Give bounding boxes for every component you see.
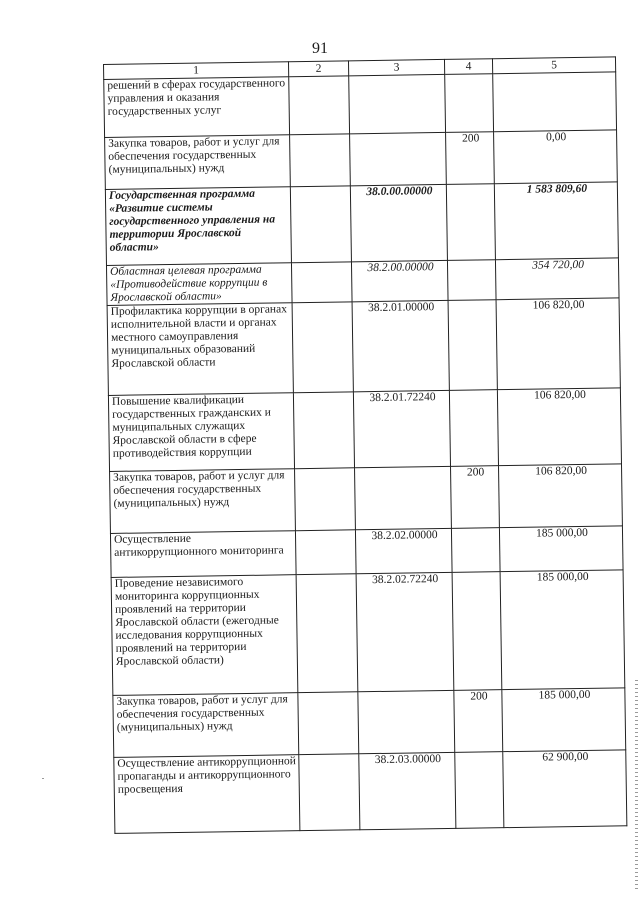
cell-code — [358, 690, 455, 753]
cell-type: 200 — [451, 466, 500, 529]
cell-code: 38.0.00.00000 — [350, 184, 447, 261]
cell-name: решений в сферах государственного управления и оказания государственных услуг — [104, 77, 290, 138]
cell-amount: 185 000,00 — [500, 570, 625, 690]
cell-admin — [295, 530, 356, 575]
cell-admin — [290, 186, 351, 263]
cell-code — [350, 132, 447, 185]
cell-name: Осуществление антикоррупционного мониторинга — [110, 531, 296, 578]
column-header-4: 4 — [444, 59, 492, 75]
cell-name: Повышение квалификации государственных гражданских и муниципальных служащих Ярославской области в сфере противодействия коррупции — [108, 393, 294, 472]
cell-code: 38.2.03.00000 — [359, 752, 456, 829]
cell-amount: 1 583 809,60 — [494, 182, 618, 260]
cell-name: Проведение независимого мониторинга коррупционных проявлений на территории Ярославской области (ежегодные исследования коррупционных проявлений на территории Ярославской области) — [111, 575, 298, 696]
table-row — [114, 750, 627, 834]
cell-admin — [299, 754, 360, 831]
table-row — [105, 182, 618, 266]
budget-table-sheet — [103, 56, 626, 834]
scan-speck — [42, 778, 44, 779]
cell-name: Областная целевая программа «Противодействие коррупции в Ярославской области» — [106, 263, 292, 306]
budget-table — [103, 56, 627, 834]
cell-amount: 185 000,00 — [502, 688, 626, 752]
table-row — [105, 130, 618, 190]
cell-type — [455, 752, 504, 829]
table-row — [110, 464, 623, 534]
cell-admin — [291, 262, 352, 303]
column-header-3: 3 — [348, 59, 444, 75]
scan-edge-marks — [635, 680, 638, 890]
cell-name: Осуществление антикоррупционной пропаганды и антикоррупционного просвещения — [114, 755, 300, 834]
cell-type: 200 — [446, 132, 495, 185]
table-row — [111, 570, 625, 696]
cell-type — [446, 184, 495, 261]
column-header-1: 1 — [104, 62, 289, 80]
table-row — [113, 688, 626, 758]
cell-name: Государственная программа «Развитие системы государственного управления на территории Ярославской области» — [105, 187, 291, 266]
cell-code: 38.2.02.00000 — [355, 528, 452, 573]
table-row — [107, 298, 620, 396]
cell-name: Закупка товаров, работ и услуг для обеспечения государственных (муниципальных) нужд — [110, 469, 296, 534]
cell-admin — [289, 76, 350, 135]
page-number: 91 — [312, 40, 328, 57]
cell-name: Профилактика коррупции в органах исполнительной власти и органах местного самоуправления муниципальных образований Ярославской области — [107, 303, 293, 396]
cell-type: 200 — [454, 690, 503, 753]
cell-amount: 185 000,00 — [499, 526, 623, 572]
cell-amount: 354 720,00 — [495, 258, 619, 300]
cell-code: 38.2.01.00000 — [352, 300, 449, 391]
column-header-2: 2 — [288, 61, 348, 77]
cell-name: Закупка товаров, работ и услуг для обеспечения государственных (муниципальных) нужд — [113, 693, 299, 758]
cell-code: 38.2.02.72240 — [356, 572, 454, 691]
column-header-5: 5 — [492, 57, 615, 74]
cell-code — [349, 74, 446, 133]
cell-type — [452, 572, 502, 691]
cell-code: 38.2.00.00000 — [351, 260, 448, 301]
cell-type — [449, 390, 498, 467]
cell-name: Закупка товаров, работ и услуг для обеспечения государственных (муниципальных) нужд — [105, 135, 291, 190]
cell-amount: 62 900,00 — [503, 750, 627, 828]
table-row — [108, 388, 621, 472]
cell-admin — [290, 134, 351, 187]
cell-admin — [292, 302, 353, 393]
cell-amount: 0,00 — [494, 130, 618, 184]
cell-code — [355, 466, 452, 529]
cell-amount — [493, 72, 617, 132]
table-row — [110, 526, 623, 578]
cell-type — [445, 74, 494, 133]
cell-type — [451, 528, 500, 573]
table-body — [104, 72, 627, 834]
cell-type — [447, 260, 496, 301]
cell-admin — [296, 574, 358, 693]
cell-amount: 106 820,00 — [499, 464, 623, 528]
cell-admin — [298, 692, 359, 755]
table-row — [104, 72, 617, 138]
cell-amount: 106 820,00 — [497, 388, 621, 466]
cell-admin — [295, 468, 356, 531]
cell-amount: 106 820,00 — [496, 298, 620, 390]
cell-admin — [293, 392, 354, 469]
cell-code: 38.2.01.72240 — [353, 390, 450, 467]
cell-type — [448, 300, 497, 391]
